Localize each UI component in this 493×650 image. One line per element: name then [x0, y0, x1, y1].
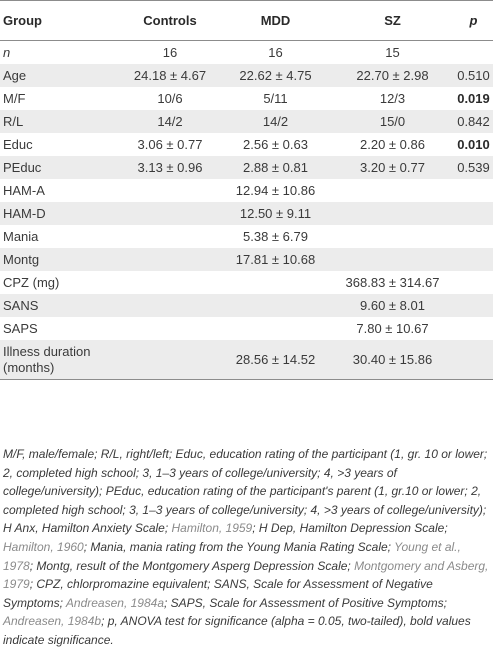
cell-controls [120, 271, 220, 294]
header-sz: SZ [331, 1, 454, 41]
row-label: HAM-A [0, 179, 120, 202]
table-row [0, 87, 493, 110]
cell-sz: 9.60 ± 8.01 [331, 294, 454, 317]
footnote-text: ; Montg, result of the Montgomery Asperg Depression Scale; [29, 558, 355, 573]
cell-mdd: 17.81 ± 10.68 [220, 248, 331, 271]
cell-sz: 22.70 ± 2.98 [331, 64, 454, 87]
row-label: Montg [0, 248, 120, 271]
cell-p [454, 294, 493, 317]
cell-mdd [220, 294, 331, 317]
cell-controls [120, 179, 220, 202]
cell-sz: 368.83 ± 314.67 [331, 271, 454, 294]
cell-controls [120, 340, 220, 380]
cell-mdd: 12.94 ± 10.86 [220, 179, 331, 202]
cell-sz: 30.40 ± 15.86 [331, 340, 454, 380]
cell-mdd: 5.38 ± 6.79 [220, 225, 331, 248]
row-label: CPZ (mg) [0, 271, 120, 294]
row-label: Educ [0, 133, 120, 156]
cell-controls [120, 202, 220, 225]
table-row [0, 225, 493, 248]
cell-mdd: 2.56 ± 0.63 [220, 133, 331, 156]
footnote-text: ; CPZ, chlorpromazine equivalent; SANS, Scale for Assessment of Negative Symptoms; [3, 577, 433, 610]
footnote-text: ; Mania, mania rating from the Young Mania Rating Scale; [83, 539, 395, 554]
footnote-text: M/F, male/female; R/L, right/left; Educ, education rating of the participant (1, gr. 10 or lower; 2, completed high school; 3, 1–3 years of college/university; 4, >3 years of college/university); PEduc, education rating of the participant's parent (1, gr.10 or lower; 2, completed high school; 3, 1–3 years of college/university; 4, >3 years of college/university); H Anx, Hamilton Anxiety Scale; [3, 447, 488, 536]
cell-mdd: 22.62 ± 4.75 [220, 64, 331, 87]
cell-p: 0.842 [454, 110, 493, 133]
cell-p [454, 248, 493, 271]
cell-p: 0.010 [454, 133, 493, 156]
cell-sz [331, 202, 454, 225]
table-row [0, 202, 493, 225]
row-label: M/F [0, 87, 120, 110]
cell-sz [331, 179, 454, 202]
cell-controls: 3.13 ± 0.96 [120, 156, 220, 179]
header-p: p [454, 1, 493, 41]
header-row [0, 1, 493, 41]
header-controls: Controls [120, 1, 220, 41]
cell-controls [120, 294, 220, 317]
header-group: Group [0, 1, 120, 41]
cell-controls: 16 [120, 41, 220, 65]
row-label: SANS [0, 294, 120, 317]
cell-mdd: 28.56 ± 14.52 [220, 340, 331, 380]
cell-controls: 3.06 ± 0.77 [120, 133, 220, 156]
row-label: SAPS [0, 317, 120, 340]
cell-sz [331, 248, 454, 271]
cell-p [454, 340, 493, 380]
cell-sz: 3.20 ± 0.77 [331, 156, 454, 179]
cell-mdd: 16 [220, 41, 331, 65]
reference-link[interactable]: Hamilton, 1960 [3, 539, 84, 554]
cell-mdd [220, 317, 331, 340]
table-row [0, 179, 493, 202]
cell-p [454, 225, 493, 248]
reference-link[interactable]: Montgomery and Asberg, 1979 [3, 558, 489, 592]
table-row [0, 110, 493, 133]
cell-sz [331, 225, 454, 248]
table-footnote [3, 445, 491, 650]
cell-sz: 15 [331, 41, 454, 65]
table-body [0, 41, 493, 380]
row-label: Mania [0, 225, 120, 248]
cell-mdd [220, 271, 331, 294]
cell-sz: 12/3 [331, 87, 454, 110]
cell-p: 0.510 [454, 64, 493, 87]
cell-sz: 15/0 [331, 110, 454, 133]
footnote-text: ; H Dep, Hamilton Depression Scale; [252, 521, 448, 536]
row-label: Age [0, 64, 120, 87]
table-row [0, 317, 493, 340]
row-label: Illness duration (months) [0, 340, 120, 380]
cell-p: 0.019 [454, 87, 493, 110]
table-row [0, 41, 493, 65]
row-label: PEduc [0, 156, 120, 179]
reference-link[interactable]: Andreasen, 1984a [65, 595, 164, 610]
table-row [0, 271, 493, 294]
cell-sz: 2.20 ± 0.86 [331, 133, 454, 156]
table-row [0, 64, 493, 87]
table-row [0, 156, 493, 179]
cell-p [454, 202, 493, 225]
cell-controls [120, 317, 220, 340]
cell-controls: 24.18 ± 4.67 [120, 64, 220, 87]
reference-link[interactable]: Young et al., 1978 [3, 539, 461, 573]
cell-controls: 14/2 [120, 110, 220, 133]
cell-p [454, 271, 493, 294]
reference-link[interactable]: Hamilton, 1959 [171, 521, 253, 536]
row-label: R/L [0, 110, 120, 133]
cell-mdd: 5/11 [220, 87, 331, 110]
row-label: n [0, 41, 120, 65]
table-row [0, 133, 493, 156]
row-label: HAM-D [0, 202, 120, 225]
cell-p [454, 317, 493, 340]
table-row [0, 248, 493, 271]
footnote-text: ; p, ANOVA test for significance (alpha = 0.05, two-tailed), bold values indicate significance. [3, 614, 471, 647]
cell-p [454, 179, 493, 202]
cell-mdd: 12.50 ± 9.11 [220, 202, 331, 225]
table-row [0, 340, 493, 380]
cell-controls: 10/6 [120, 87, 220, 110]
cell-controls [120, 225, 220, 248]
cell-mdd: 14/2 [220, 110, 331, 133]
cell-p: 0.539 [454, 156, 493, 179]
reference-link[interactable]: Andreasen, 1984b [3, 614, 102, 629]
footnote-text: ; SAPS, Scale for Assessment of Positive Symptoms; [164, 595, 447, 610]
table-row [0, 294, 493, 317]
cell-mdd: 2.88 ± 0.81 [220, 156, 331, 179]
cell-controls [120, 248, 220, 271]
cell-sz: 7.80 ± 10.67 [331, 317, 454, 340]
table-header [0, 1, 493, 41]
cell-p [454, 41, 493, 65]
header-mdd: MDD [220, 1, 331, 41]
